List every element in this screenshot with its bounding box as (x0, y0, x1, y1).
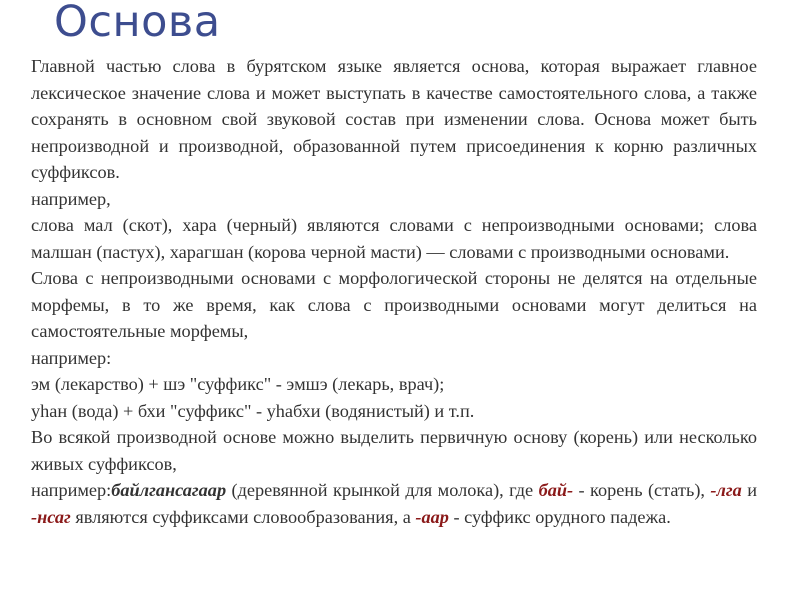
paragraph-example-uhan: уһан (вода) + бхи "суффикс" - уһабхи (водянистый) и т.п. (31, 400, 475, 421)
suffix-lga: -лга (710, 480, 742, 500)
final-lead: например: (31, 480, 112, 500)
document-body (31, 53, 757, 530)
paragraph-example-lead-2: например: (31, 347, 112, 368)
paragraph-example-lead: например, (31, 188, 111, 209)
end-text: - суффикс орудного падежа. (448, 506, 671, 527)
paragraph-final-example (31, 477, 757, 530)
paragraph-definition: Главной частью слова в бурятском языке является основа, которая выражает главное лексическое значение слова и может выступать в качестве самостоятельного слова, а также сохранять в основном свой звуковой состав при изменении слова. Основа может быть непроизводной и производной, образованной путем присоединения к корню различных суффиксов. (31, 56, 757, 182)
example-word: байлгансагаар (111, 480, 227, 500)
root-text: - корень (стать), (573, 480, 711, 500)
paragraph-word-examples: слова мал (скот), хара (черный) являются словами с непроизводными основами; слова малшан (пастух), харагшан (корова черной масти) — словами с производными основами. (31, 215, 757, 262)
paragraph-morphemes: Слова с непроизводными основами с морфологической стороны не делятся на отдельные морфемы, в то же время, как слова с производными основами могут делиться на самостоятельные морфемы, (31, 268, 757, 341)
paragraph-example-em: эм (лекарство) + шэ "суффикс" - эмшэ (лекарь, врач); (31, 374, 445, 394)
middle-text: являются суффиксами словообразования, а (70, 506, 416, 527)
conjunction-and: и (741, 480, 757, 500)
suffix-nsag: -нсаг (31, 506, 71, 527)
page-title: Основа (54, 0, 221, 47)
paragraph-derived-base: Во всякой производной основе можно выделить первичную основу (корень) или несколько живых суффиксов, (31, 427, 757, 474)
root-morpheme: бай- (538, 480, 574, 500)
suffix-aar: -аар (415, 506, 449, 527)
example-gloss: (деревянной крынкой для молока), где (226, 480, 539, 500)
